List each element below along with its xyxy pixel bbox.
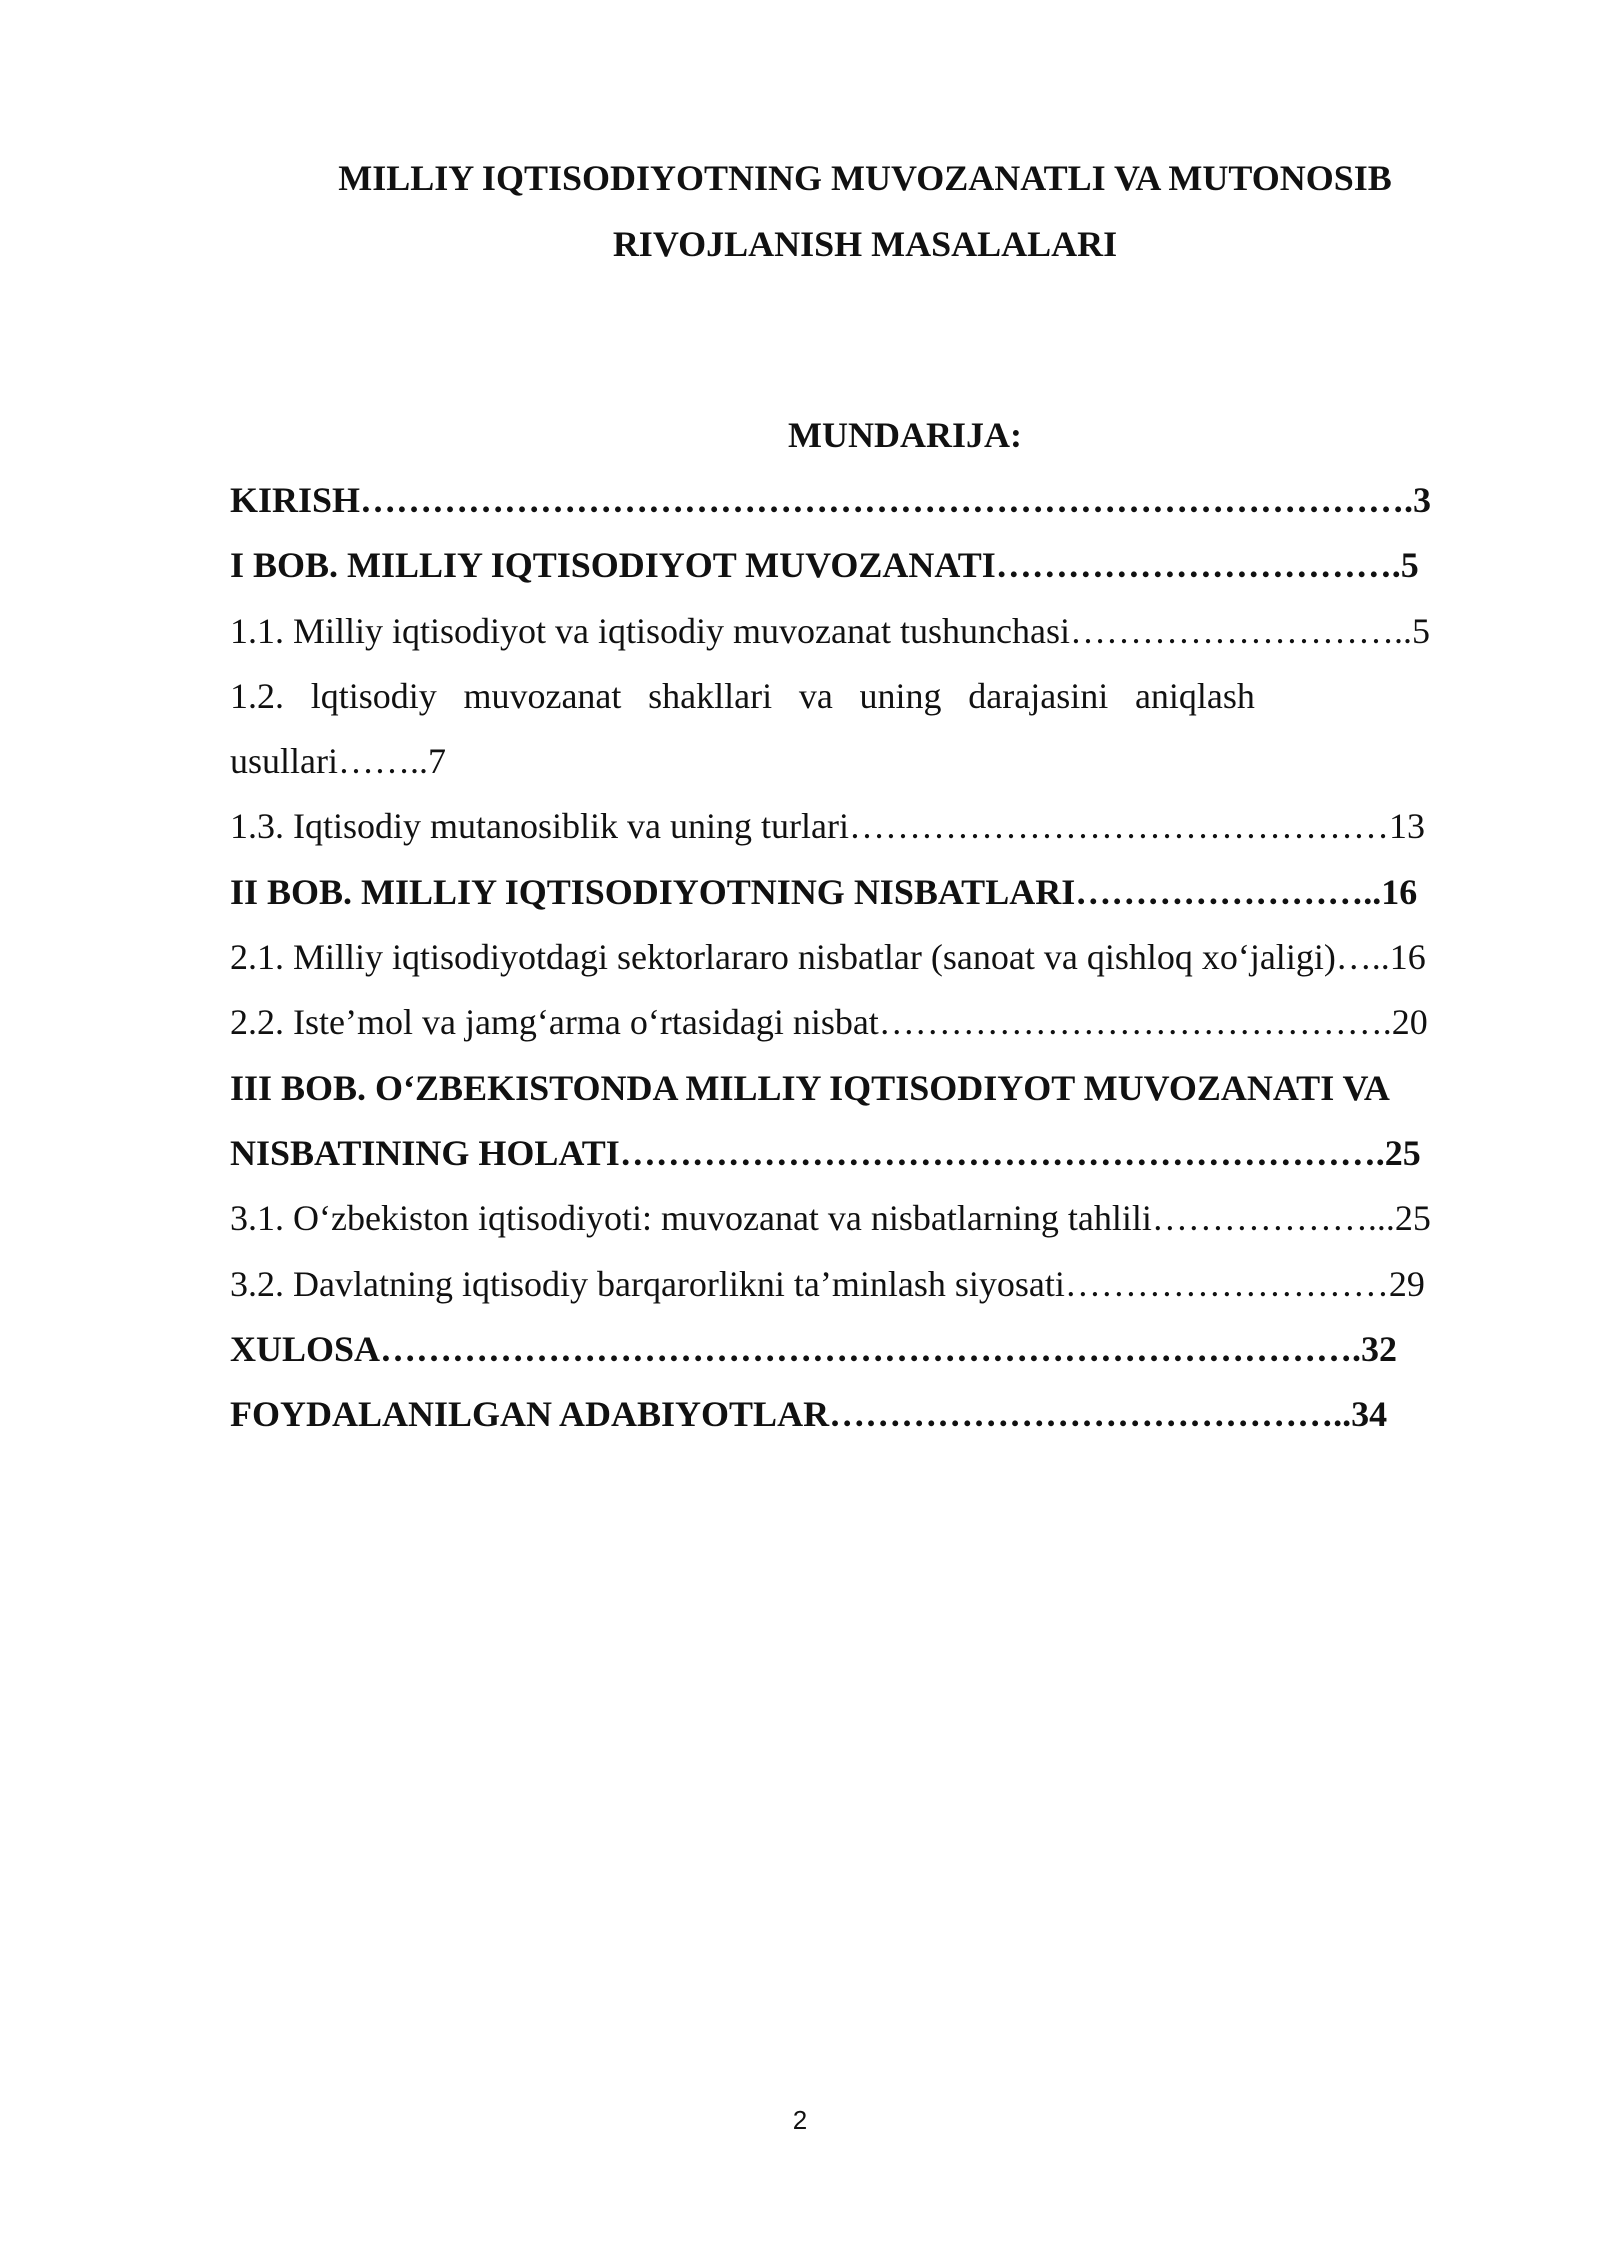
toc-entry-1-2-continued: usullari……..7	[230, 741, 446, 782]
table-of-contents	[230, 468, 1500, 1447]
toc-entry-chapter-3: III BOB. O‘ZBEKISTONDA MILLIY IQTISODIYOT MUVOZANATI VA	[230, 1067, 1390, 1108]
toc-entry-3-2: 3.2. Davlatning iqtisodiy barqarorlikni ta’minlash siyosati………………………29	[230, 1263, 1425, 1304]
toc-entry-chapter-2: II BOB. MILLIY IQTISODIYOTNING NISBATLARI……………………..16	[230, 871, 1418, 912]
toc-entry-chapter-3-continued: NISBATINING HOLATI……………………………………………………….25	[230, 1132, 1421, 1173]
toc-entry-3-1: 3.1. O‘zbekiston iqtisodiyoti: muvozanat va nisbatlarning tahlili………………...25	[230, 1198, 1431, 1239]
toc-entry-1-2-word: aniqlash	[1134, 675, 1255, 716]
toc-entry-2-1: 2.1. Milliy iqtisodiyotdagi sektorlararo nisbatlar (sanoat va qishloq xo‘jaligi)…..16	[230, 937, 1426, 978]
toc-entry-2-2: 2.2. Iste’mol va jamg‘arma o‘rtasidagi nisbat…………………………………….20	[230, 1002, 1428, 1043]
toc-entry-1-2-word: muvozanat	[463, 675, 622, 716]
toc-entry-1-1: 1.1. Milliy iqtisodiyot va iqtisodiy muvozanat tushunchasi………………………..5	[230, 610, 1430, 651]
toc-heading: MUNDARIJA:	[788, 415, 1022, 455]
toc-entry-1-2-word: 1.2.	[230, 675, 284, 716]
toc-entry-1-2-word: darajasini	[968, 675, 1109, 716]
document-title	[230, 145, 1500, 277]
title-line-2: RIVOJLANISH MASALALARI	[612, 224, 1118, 264]
toc-entry-1-2-word: shakllari	[648, 675, 773, 716]
toc-entry-1-2-word: va	[798, 675, 833, 716]
toc-entry-1-2-word: uning	[859, 675, 942, 716]
toc-entry-chapter-1: I BOB. MILLIY IQTISODIYOT MUVOZANATI…………………………….5	[230, 545, 1419, 586]
toc-entry-xulosa: XULOSA……………………………………………………………………….32	[230, 1328, 1398, 1369]
toc-entry-kirish: KIRISH…………………………………………………………………………….3	[230, 480, 1432, 520]
page-number: 2	[792, 2105, 808, 2135]
toc-entry-1-2	[230, 664, 1255, 729]
toc-entry-1-2-word: lqtisodiy	[310, 675, 437, 716]
toc-entry-1-3: 1.3. Iqtisodiy mutanosiblik va uning turlari………………………………………13	[230, 806, 1425, 847]
toc-entry-references: FOYDALANILGAN ADABIYOTLAR……………………………………..34	[230, 1394, 1388, 1435]
title-line-1: MILLIY IQTISODIYOTNING MUVOZANATLI VA MUTONOSIB	[338, 158, 1392, 198]
